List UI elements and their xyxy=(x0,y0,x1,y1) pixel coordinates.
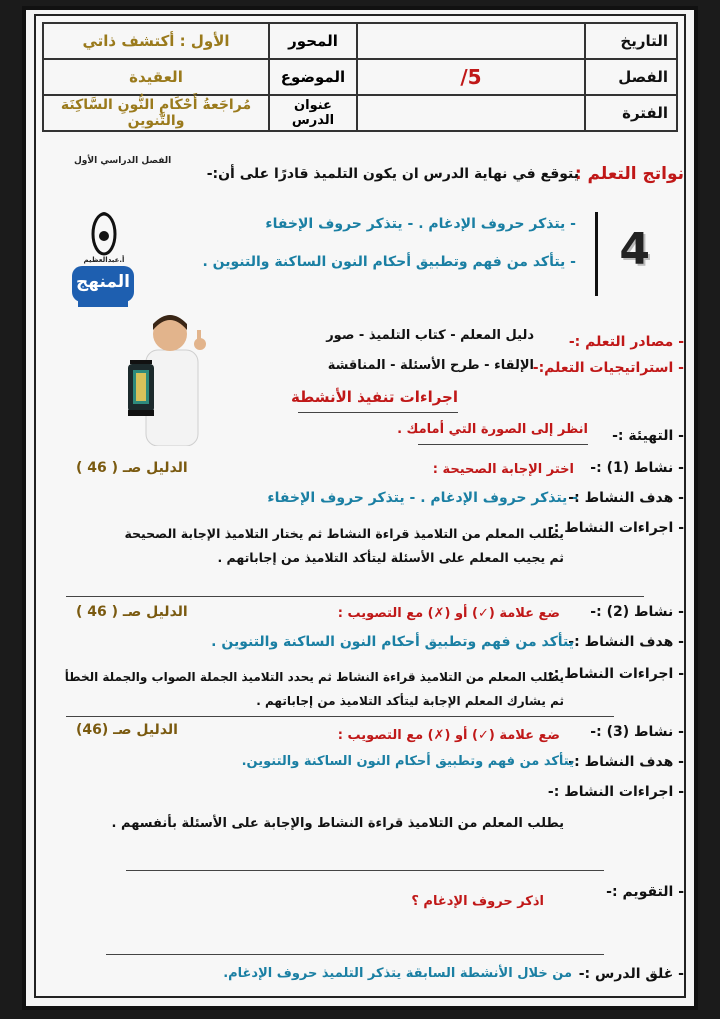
topic-value: العقيدة xyxy=(43,59,269,95)
closing-label: - غلق الدرس :- xyxy=(578,966,684,982)
resources-value: دليل المعلم - كتاب التلميذ - صور xyxy=(326,328,534,343)
logo-main-text: المنهج xyxy=(75,272,131,292)
lesson-title: مُراجَعةُ أَحْكَامِ النُّونِ السَّاكِنَة والتَّنوين xyxy=(43,95,269,131)
activity2-goal-label: - هدف النشاط :- xyxy=(568,634,684,650)
separator-4 xyxy=(106,954,604,955)
closing-value: من خلال الأنشطة السابقة يتذكر التلميذ حروف الإدغام. xyxy=(223,966,572,981)
activity3-goal-label: - هدف النشاط :- xyxy=(568,754,684,770)
warmup-underline xyxy=(418,444,588,445)
activity2-goal: يتأكد من فهم وتطبيق أحكام النون الساكنة والتنوين . xyxy=(211,634,574,650)
activity3-title: ضع علامة (✓) أو (✗) مع التصويب : xyxy=(337,728,560,743)
semester-label: الفصل الدراسي الأول xyxy=(74,156,172,166)
period-label: الفترة xyxy=(585,95,677,131)
activity3-guide: الدليل صـ (46) xyxy=(76,722,178,738)
activity2-proc-label: - اجراءات النشاط :- xyxy=(547,666,684,682)
boy-with-lantern-image xyxy=(126,310,212,446)
outcome-item-2: - يتأكد من فهم وتطبيق أحكام النون الساكنة والتنوين . xyxy=(202,254,576,270)
activity1-proc-line2: ثم يجيب المعلم على الأسئلة ليتأكد التلاميذ من إجاباتهم . xyxy=(217,550,564,565)
date-value xyxy=(357,23,585,59)
class-value: /5 xyxy=(357,59,585,95)
axis-label: المحور xyxy=(269,23,357,59)
activity2-guide: الدليل صـ ( 46 ) xyxy=(76,604,188,620)
activity3-goal: يتأكد من فهم وتطبيق أحكام النون الساكنة والتنوين. xyxy=(241,754,574,769)
activity1-proc-line1: يطلب المعلم من التلاميذ قراءة النشاط ثم يختار التلاميذ الإجابة الصحيحة xyxy=(124,526,564,541)
topic-label: الموضوع xyxy=(269,59,357,95)
strategies-value: الإلقاء - طرح الأسئلة - المناقشة xyxy=(327,358,534,373)
activity1-proc-label: - اجراءات النشاط :- xyxy=(547,520,684,536)
activity2-title: ضع علامة (✓) أو (✗) مع التصويب : xyxy=(337,606,560,621)
activity1-label: - نشاط (1) :- xyxy=(590,460,684,476)
outcomes-title: نواتج التعلم : xyxy=(574,164,684,184)
warmup-value: انظر إلى الصورة التي أمامك . xyxy=(397,422,588,437)
activity2-label: - نشاط (2) :- xyxy=(590,604,684,620)
procedures-title: اجراءات تنفيذ الأنشطة xyxy=(290,388,458,406)
activity2-proc-line2: ثم يشارك المعلم الإجابة ليتأكد التلاميذ من إجاباتهم . xyxy=(256,694,564,708)
separator-1 xyxy=(66,596,644,597)
page-frame xyxy=(34,14,686,998)
activity3-proc-label: - اجراءات النشاط :- xyxy=(547,784,684,800)
axis-value: الأول : أكتشف ذاتي xyxy=(43,23,269,59)
separator-3 xyxy=(126,870,604,871)
resources-label: - مصادر التعلم :- xyxy=(568,334,684,350)
activity1-guide: الدليل صـ ( 46 ) xyxy=(76,460,188,476)
date-label: التاريخ xyxy=(585,23,677,59)
outcome-item-1: - يتذكر حروف الإدغام . - يتذكر حروف الإخفاء xyxy=(265,216,576,232)
lesson-plan-page xyxy=(22,6,698,1010)
evaluation-value: اذكر حروف الإدغام ؟ xyxy=(411,894,544,909)
header-table xyxy=(42,22,678,132)
outcomes-divider xyxy=(595,212,598,296)
outcome-number: 4 xyxy=(619,224,650,275)
period-value xyxy=(357,95,585,131)
outcomes-intro: يتوقع في نهاية الدرس ان يكون التلميذ قادرًا على أن:- xyxy=(206,166,579,182)
evaluation-label: - التقويم :- xyxy=(606,884,684,900)
class-label: الفصل xyxy=(585,59,677,95)
activity3-label: - نشاط (3) :- xyxy=(590,724,684,740)
manhaj-logo xyxy=(68,206,138,312)
warmup-label: - التهيئة :- xyxy=(612,428,684,444)
strategies-label: - استراتيجيات التعلم:- xyxy=(532,360,684,376)
activity1-goal: - يتذكر حروف الإدغام . - يتذكر حروف الإخفاء xyxy=(267,490,578,506)
activity3-proc-line1: يطلب المعلم من التلاميذ قراءة النشاط والإجابة على الأسئلة بأنفسهم . xyxy=(111,816,564,831)
activity1-title: اختر الإجابة الصحيحة : xyxy=(432,462,574,477)
procedures-underline xyxy=(298,412,458,413)
logo-top-text: أ.عبدالعظيم xyxy=(83,256,125,264)
activity2-proc-line1: يطلب المعلم من التلاميذ قراءة النشاط ثم يحدد التلاميذ الجملة الصواب والجملة الخطأ xyxy=(64,670,564,684)
lesson-label: عنوان الدرس xyxy=(269,95,357,131)
separator-2 xyxy=(66,716,614,717)
activity1-goal-label: - هدف النشاط :- xyxy=(568,490,684,506)
